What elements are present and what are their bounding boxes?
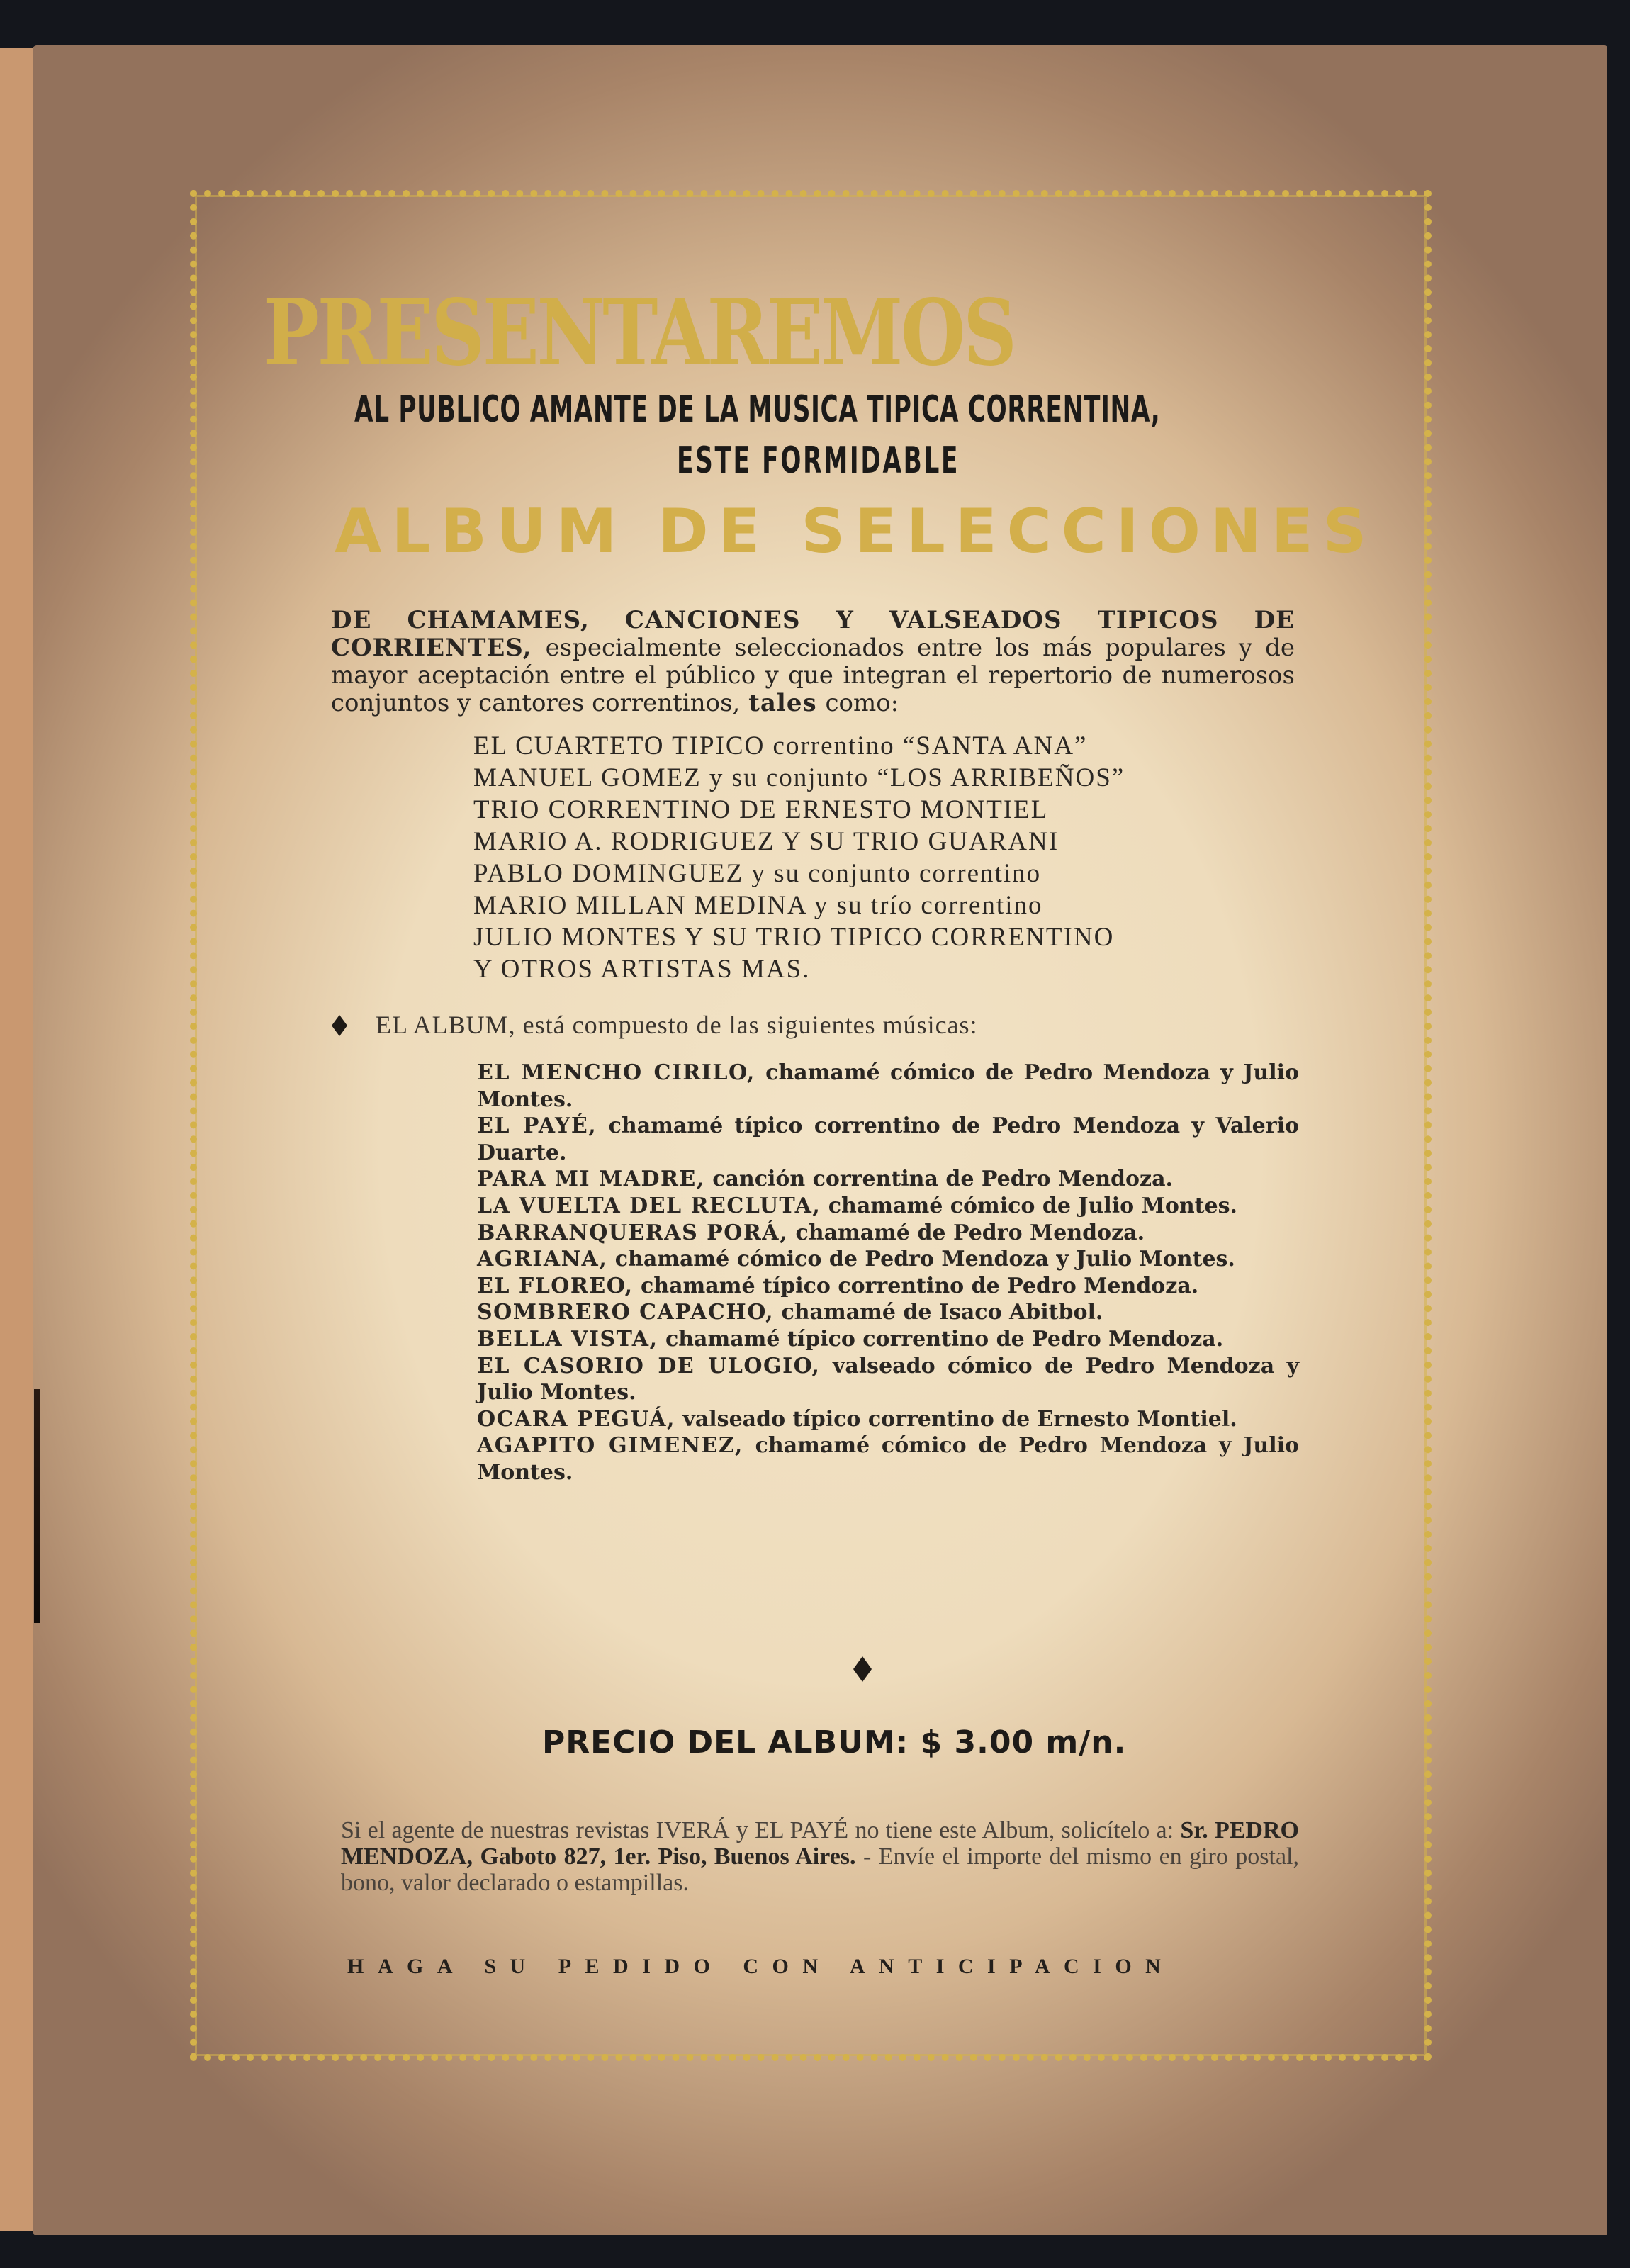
song-item: AGRIANA, chamamé cómico de Pedro Mendoza y Julio Montes.: [477, 1247, 1235, 1272]
footer-call-to-action: HAGA SU PEDIDO CON ANTICIPACION: [347, 1955, 1175, 1978]
album-contents-text: EL ALBUM, está compuesto de las siguientes músicas:: [376, 1011, 978, 1039]
intro-body: especialmente seleccionados entre los más populares y de mayor aceptación entre el público y que integran el repertorio de numerosos conjuntos y cantores correntinos,: [331, 634, 1295, 717]
artist-item: TRIO CORRENTINO DE ERNESTO MONTIEL: [473, 795, 1049, 824]
intro-paragraph: [331, 607, 1295, 717]
song-item: PARA MI MADRE, canción correntina de Pedro Mendoza.: [477, 1167, 1173, 1192]
adjacent-page-edge: [0, 48, 34, 2231]
song-item: EL PAYÉ, chamamé típico correntino de Pedro Mendoza y Valerio Duarte.: [477, 1113, 1299, 1165]
intro-end: tales: [748, 689, 817, 717]
song-item: EL MENCHO CIRILO, chamamé cómico de Pedro Mendoza y Julio Montes.: [477, 1060, 1299, 1112]
artist-item: JULIO MONTES Y SU TRIO TIPICO CORRENTINO: [473, 923, 1115, 952]
order-instructions-part-1: Si el agente de nuestras revistas IVERÁ y EL PAYÉ no tiene este Album, solicítelo a:: [341, 1817, 1174, 1843]
diamond-bullet-icon: [332, 1015, 347, 1036]
artist-item: EL CUARTETO TIPICO correntino “SANTA ANA”: [473, 731, 1088, 760]
album-title: ALBUM DE SELECCIONES: [335, 496, 1377, 567]
song-item: LA VUELTA DEL RECLUTA, chamamé cómico de Julio Montes.: [477, 1193, 1237, 1218]
album-contents-heading: [332, 1010, 978, 1040]
song-item: SOMBRERO CAPACHO, chamamé de Isaco Abitbol.: [477, 1300, 1103, 1325]
album-price: PRECIO DEL ALBUM: $ 3.00 m/n.: [542, 1724, 1127, 1761]
artist-item: MARIO MILLAN MEDINA y su trío correntino: [473, 891, 1043, 920]
intro-tail: como:: [825, 689, 899, 717]
artist-item: MANUEL GOMEZ y su conjunto “LOS ARRIBEÑOS”: [473, 763, 1125, 792]
artist-item: Y OTROS ARTISTAS MAS.: [473, 955, 811, 984]
subheading-line-1: AL PUBLICO AMANTE DE LA MUSICA TIPICA CORRENTINA,: [354, 388, 1161, 431]
song-item: EL CASORIO DE ULOGIO, valseado cómico de Pedro Mendoza y Julio Montes.: [477, 1353, 1300, 1405]
song-item: BELLA VISTA, chamamé típico correntino de Pedro Mendoza.: [477, 1326, 1224, 1352]
headline: PRESENTAREMOS: [264, 280, 1015, 386]
song-item: BARRANQUERAS PORÁ, chamamé de Pedro Mendoza.: [477, 1220, 1145, 1245]
page-tear: [34, 1389, 40, 1623]
artist-list: [473, 730, 1125, 985]
subheading-line-2: ESTE FORMIDABLE: [677, 439, 960, 482]
song-item: AGAPITO GIMENEZ, chamamé cómico de Pedro Mendoza y Julio Montes.: [477, 1433, 1300, 1485]
song-item: EL FLOREO, chamamé típico correntino de Pedro Mendoza.: [477, 1273, 1199, 1298]
contact-address: Sr. PEDRO MENDOZA, Gaboto 827, 1er. Piso, Buenos Aires.: [341, 1817, 1299, 1870]
order-instructions-part-2: - Envíe el importe del mismo en giro postal, bono, valor declarado o estampillas.: [341, 1843, 1299, 1896]
order-instructions: [341, 1817, 1299, 1896]
song-list: [477, 1060, 1299, 1486]
artist-item: MARIO A. RODRIGUEZ Y SU TRIO GUARANI: [473, 827, 1060, 856]
song-item: OCARA PEGUÁ, valseado típico correntino de Ernesto Montiel.: [477, 1406, 1237, 1432]
intro-lead: DE CHAMAMES, CANCIONES Y VALSEADOS TIPICOS DE CORRIENTES,: [331, 606, 1295, 662]
artist-item: PABLO DOMINGUEZ y su conjunto correntino: [473, 859, 1042, 888]
